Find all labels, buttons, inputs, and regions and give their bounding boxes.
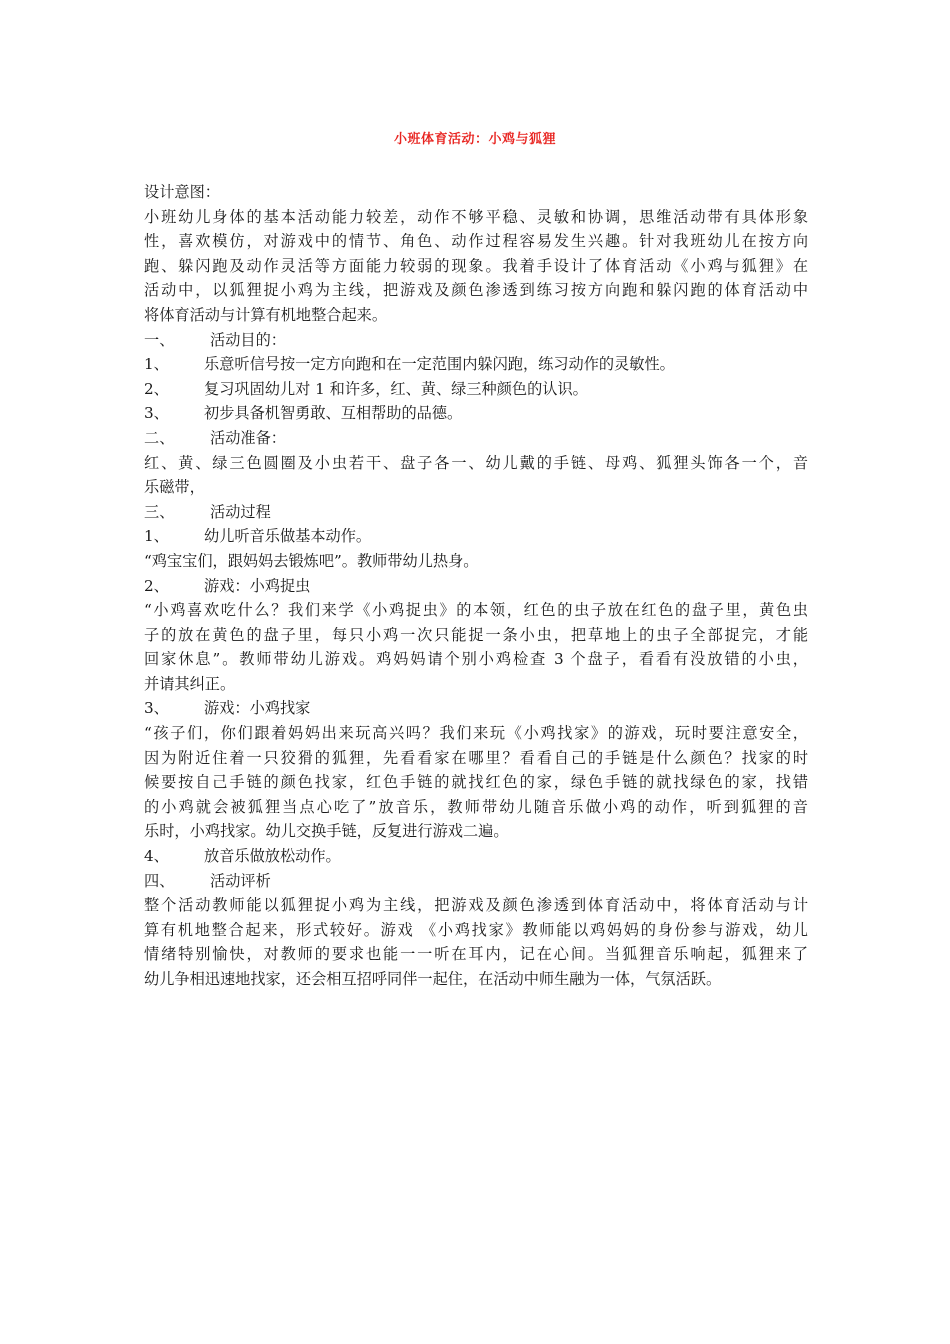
- item-number: 4、: [144, 847, 169, 866]
- section-heading: [144, 869, 808, 894]
- section-label: 活动准备：: [210, 428, 286, 447]
- item-number: 1、: [144, 527, 169, 546]
- paragraph-line: 回家休息”。教师带幼儿游戏。鸡妈妈请个别小鸡检查 3 个盘子，看看有没放错的小虫，: [144, 650, 808, 669]
- paragraph-line: 将体育活动与计算有机地整合起来。: [144, 305, 387, 324]
- prep-paragraph: [144, 451, 808, 500]
- list-item: [144, 401, 808, 426]
- paragraph-line: 整个活动教师能以狐狸捉小鸡为主线，把游戏及颜色渗透到体育活动中，将体育活动与计: [144, 896, 808, 915]
- item-text: 复习巩固幼儿对 1 和许多，红、黄、绿三种颜色的认识。: [204, 379, 588, 398]
- step2-paragraph: [144, 598, 808, 696]
- step1-paragraph: [144, 549, 808, 574]
- paragraph-line: 的小鸡就会被狐狸当点心吃了”放音乐，教师带幼儿随音乐做小鸡的动作，听到狐狸的音: [144, 797, 808, 816]
- item-text: 初步具备机智勇敢、互相帮助的品德。: [204, 404, 463, 423]
- paragraph-line: 性，喜欢模仿，对游戏中的情节、角色、动作过程容易发生兴趣。针对我班幼儿在按方向: [144, 232, 808, 251]
- paragraph-line: 并请其纠正。: [144, 674, 236, 693]
- item-number: 2、: [144, 576, 169, 595]
- list-item: [144, 524, 808, 549]
- paragraph-line: 算有机地整合起来，形式较好。游戏 《小鸡找家》教师能以鸡妈妈的身份参与游戏，幼儿: [144, 920, 808, 939]
- evaluation-paragraph: [144, 893, 808, 991]
- paragraph-line: “小鸡喜欢吃什么？我们来学《小鸡捉虫》的本领，红色的虫子放在红色的盘子里，黄色虫: [144, 601, 808, 620]
- paragraph-line: “鸡宝宝们，跟妈妈去锻炼吧”。教师带幼儿热身。: [144, 551, 479, 570]
- list-item: [144, 352, 808, 377]
- paragraph-line: 乐时，小鸡找家。幼儿交换手链，反复进行游戏二遍。: [144, 822, 509, 841]
- section-number: 三、: [144, 502, 175, 521]
- section-label: 活动评析: [210, 871, 271, 890]
- item-number: 2、: [144, 379, 169, 398]
- section-heading: [144, 500, 808, 525]
- section-label: 活动过程: [210, 502, 271, 521]
- list-item: [144, 844, 808, 869]
- section-heading: [144, 328, 808, 353]
- paragraph-line: 小班幼儿身体的基本活动能力较差，动作不够平稳、灵敏和协调，思维活动带有具体形象: [144, 207, 808, 226]
- section-number: 二、: [144, 428, 175, 447]
- item-text: 幼儿听音乐做基本动作。: [204, 527, 372, 546]
- item-text: 乐意听信号按一定方向跑和在一定范围内躲闪跑，练习动作的灵敏性。: [204, 355, 675, 374]
- item-number: 1、: [144, 355, 169, 374]
- paragraph-line: 幼儿争相迅速地找家，还会相互招呼同伴一起住，在活动中师生融为一体，气氛活跃。: [144, 970, 722, 988]
- item-number: 3、: [144, 404, 169, 423]
- list-item: [144, 377, 808, 402]
- section-number: 四、: [144, 871, 175, 890]
- paragraph-line: 子的放在黄色的盘子里，每只小鸡一次只能捉一条小虫，把草地上的虫子全部捉完，才能: [144, 625, 808, 644]
- paragraph-line: “孩子们，你们跟着妈妈出来玩高兴吗？我们来玩《小鸡找家》的游戏，玩时要注意安全，: [144, 724, 808, 743]
- document-title: 小班体育活动：小鸡与狐狸: [393, 132, 556, 147]
- section-heading: [144, 426, 808, 451]
- paragraph-line: 红、黄、绿三色圆圈及小虫若干、盘子各一、幼儿戴的手链、母鸡、狐狸头饰各一个，音: [144, 453, 808, 472]
- intent-heading: 设计意图：: [144, 183, 220, 201]
- paragraph-line: 情绪特别愉快，对教师的要求也能一一听在耳内，记在心间。当狐狸音乐响起，狐狸来了: [144, 945, 808, 964]
- paragraph-line: 候要按自己手链的颜色找家，红色手链的就找红色的家，绿色手链的就找绿色的家，找错: [144, 773, 808, 792]
- item-text: 游戏：小鸡找家: [204, 699, 311, 718]
- step3-paragraph: [144, 721, 808, 844]
- item-text: 游戏：小鸡捉虫: [204, 576, 311, 595]
- item-text: 放音乐做放松动作。: [204, 847, 341, 866]
- document-body: [144, 180, 808, 992]
- section-label: 活动目的：: [210, 330, 286, 349]
- item-number: 3、: [144, 699, 169, 718]
- paragraph-line: 跑、躲闪跑及动作灵活等方面能力较弱的现象。我着手设计了体育活动《小鸡与狐狸》在: [144, 256, 808, 275]
- list-item: [144, 696, 808, 721]
- section-number: 一、: [144, 330, 175, 349]
- intent-paragraph: [144, 205, 808, 328]
- paragraph-line: 乐磁带，: [144, 478, 205, 497]
- list-item: [144, 574, 808, 599]
- paragraph-line: 因为附近住着一只狡猾的狐狸，先看看家在哪里？看看自己的手链是什么颜色？找家的时: [144, 748, 808, 767]
- paragraph-line: 活动中，以狐狸捉小鸡为主线，把游戏及颜色渗透到练习按方向跑和躲闪跑的体育活动中: [144, 281, 808, 300]
